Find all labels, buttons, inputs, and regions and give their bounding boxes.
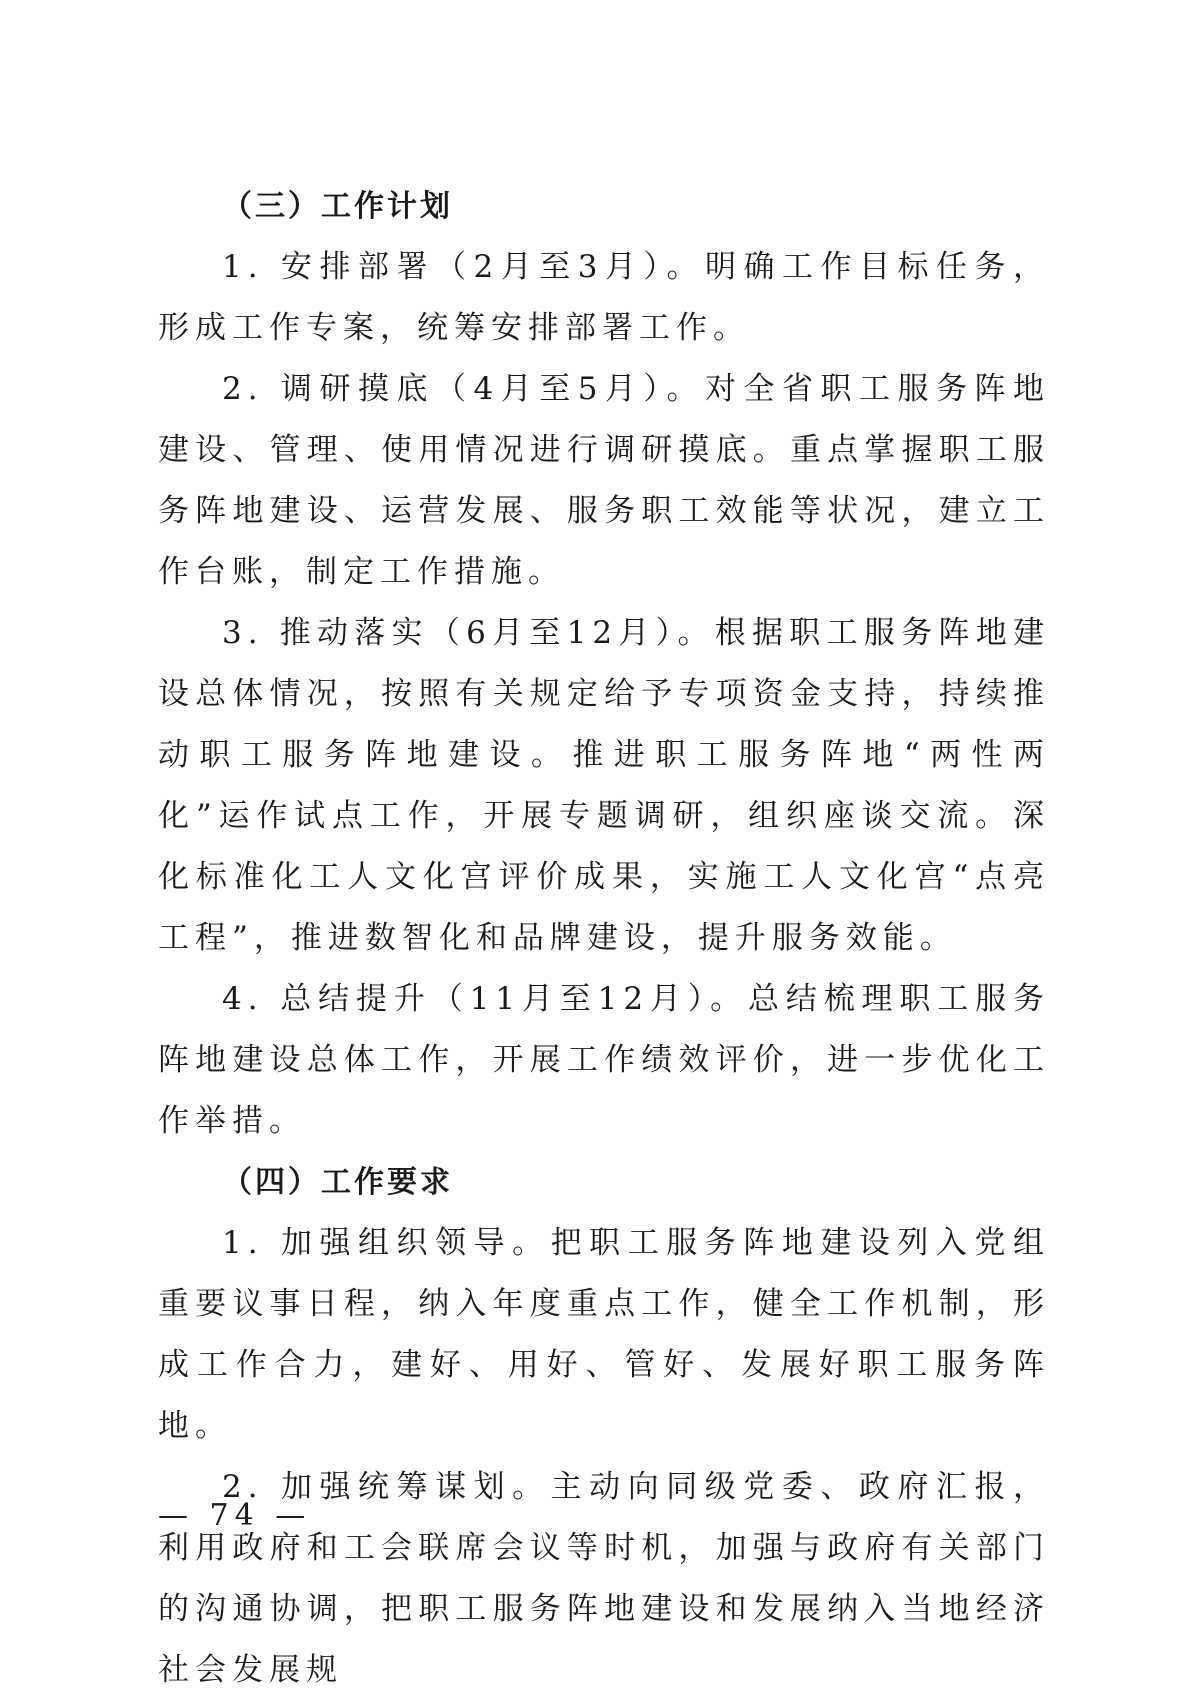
section-heading-work-requirements: （四）工作要求 — [222, 1165, 453, 1200]
document-body — [158, 176, 1050, 1701]
work-plan-item-4: 4. 总结提升（11月至12月）。总结梳理职工服务阵地建设总体工作，开展工作绩效评价，进一步优化工作举措。 — [158, 981, 1050, 1139]
work-requirement-item-2: 2. 加强统筹谋划。主动向同级党委、政府汇报，利用政府和工会联席会议等时机，加强与政府有关部门的沟通协调，把职工服务阵地建设和发展纳入当地经济社会发展规 — [158, 1469, 1050, 1688]
work-plan-item-3: 3. 推动落实（6月至12月）。根据职工服务阵地建设总体情况，按照有关规定给予专项资金支持，持续推动职工服务阵地建设。推进职工服务阵地“两性两化”运作试点工作，开展专题调研，组织座谈交流。深化标准化工人文化宫评价成果，实施工人文化宫“点亮工程”，推进数智化和品牌建设，提升服务效能。 — [158, 615, 1050, 956]
work-requirement-item-1: 1. 加强组织领导。把职工服务阵地建设列入党组重要议事日程，纳入年度重点工作，健全工作机制，形成工作合力，建好、用好、管好、发展好职工服务阵地。 — [158, 1225, 1050, 1444]
page-number: — 74 — — [158, 1498, 312, 1533]
work-plan-item-2: 2. 调研摸底（4月至5月）。对全省职工服务阵地建设、管理、使用情况进行调研摸底。重点掌握职工服务阵地建设、运营发展、服务职工效能等状况，建立工作台账，制定工作措施。 — [158, 371, 1050, 590]
section-heading-work-plan: （三）工作计划 — [222, 189, 453, 224]
work-plan-item-1: 1. 安排部署（2月至3月）。明确工作目标任务，形成工作专案，统筹安排部署工作。 — [158, 249, 1050, 346]
